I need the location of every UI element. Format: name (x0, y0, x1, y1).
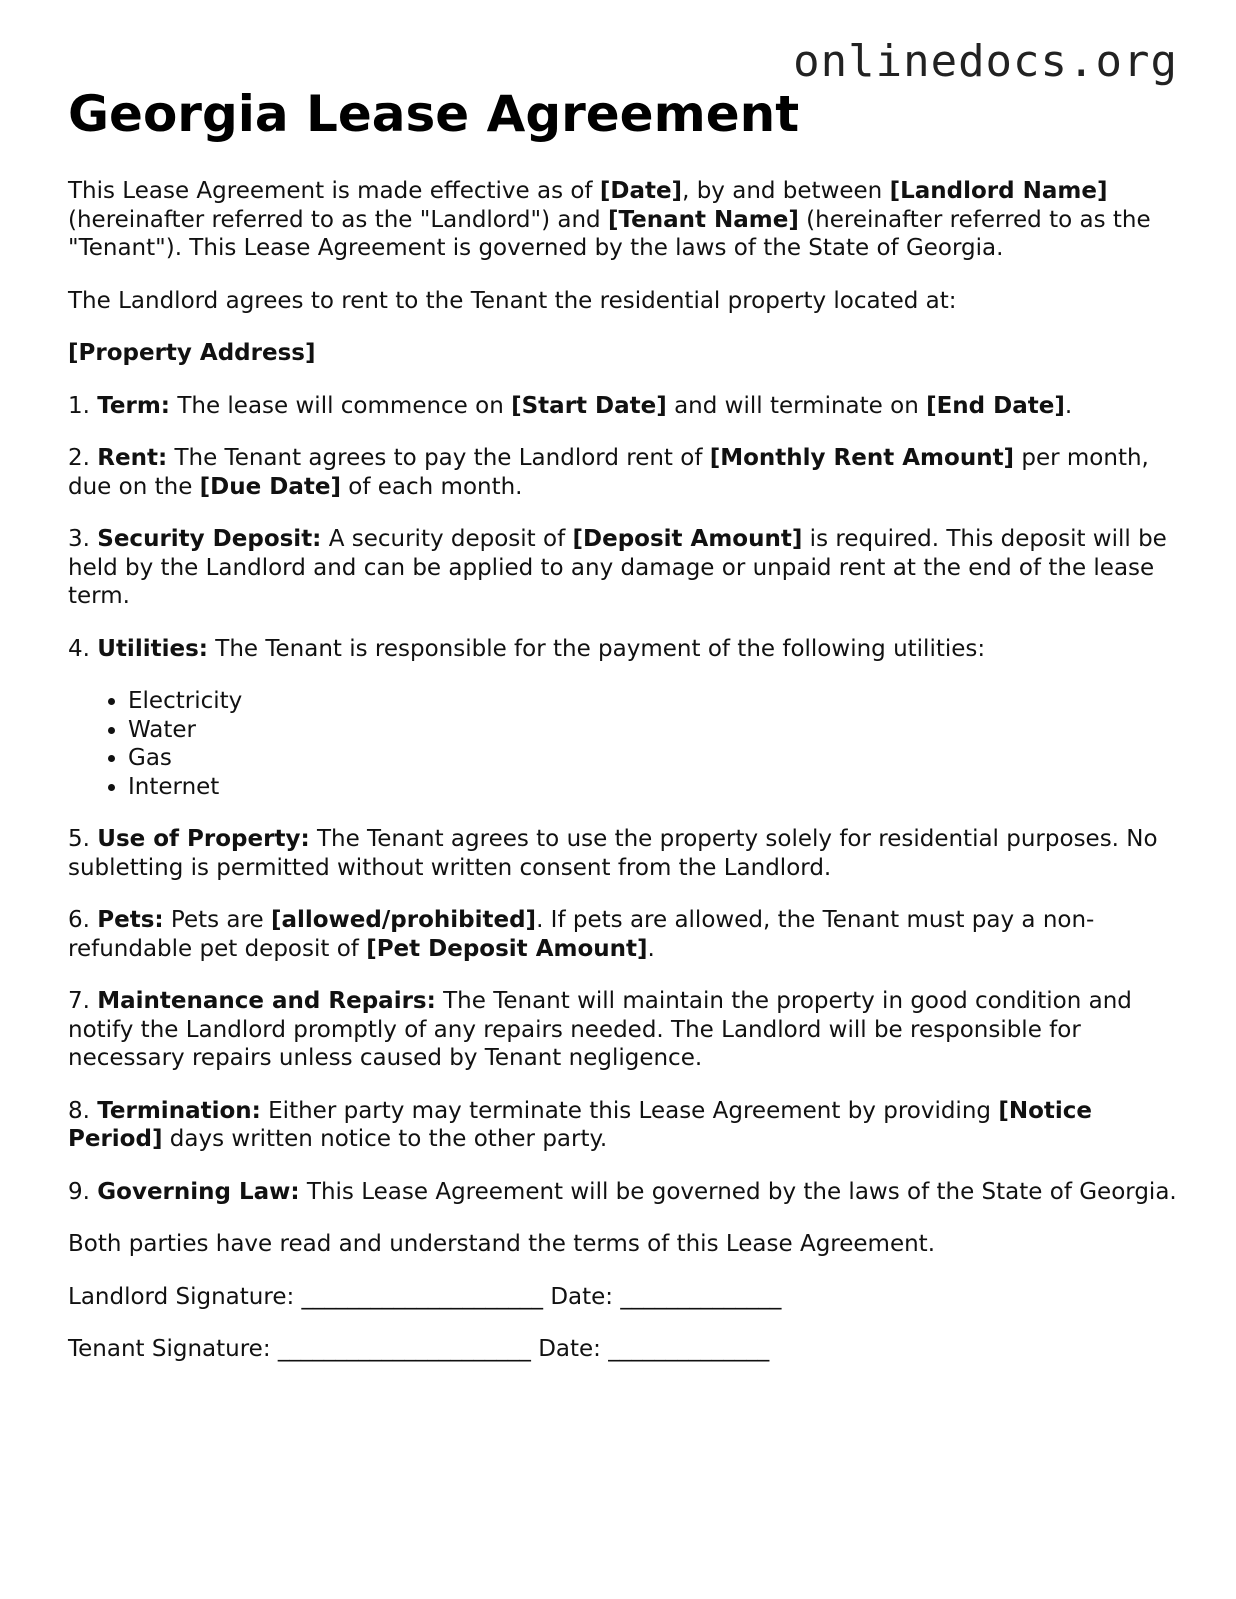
tenant-name-placeholder: [Tenant Name] (607, 206, 799, 233)
intro-paragraph: This Lease Agreement is made effective as of [Date], by and between [Landlord Name] (hereinafter referred to as the "Landlord") and [Tenant Name] (hereinafter referred to as the "Tenant"). This Lease Agreement is governed by the laws of the State of Georgia. (68, 178, 1151, 261)
section-use-of-property: 5. Use of Property: The Tenant agrees to use the property solely for residential purposes. No subletting is permitted without written consent from the Landlord. (68, 826, 1158, 881)
pet-deposit-placeholder: [Pet Deposit Amount] (366, 935, 648, 962)
start-date-placeholder: [Start Date] (511, 392, 667, 419)
section-heading: Governing Law: (97, 1178, 300, 1205)
document-title: Georgia Lease Agreement (68, 85, 800, 143)
section-governing-law: 9. Governing Law: This Lease Agreement will be governed by the laws of the State of Georgia. (68, 1178, 1177, 1205)
document-page (68, 84, 1178, 1364)
section-security-deposit: 3. Security Deposit: A security deposit of [Deposit Amount] is required. This deposit will be held by the Landlord and can be applied to any damage or unpaid rent at the end of the lease term. (68, 526, 1167, 609)
section-term: 1. Term: The lease will commence on [Start Date] and will terminate on [End Date]. (68, 392, 1073, 419)
closing-statement: Both parties have read and understand the terms of this Lease Agreement. (68, 1231, 936, 1257)
section-maintenance: 7. Maintenance and Repairs: The Tenant will maintain the property in good condition and notify the Landlord promptly of any repairs needed. The Landlord will be responsible for necessary repairs unless caused by Tenant negligence. (68, 988, 1132, 1071)
property-intro: The Landlord agrees to rent to the Tenant the residential property located at: (68, 287, 957, 314)
section-heading: Utilities: (97, 635, 208, 662)
list-item: • Electricity (128, 687, 1178, 716)
end-date-placeholder: [End Date] (926, 392, 1065, 419)
section-rent: 2. Rent: The Tenant agrees to pay the Landlord rent of [Monthly Rent Amount] per month, due on the [Due Date] of each month. (68, 445, 1149, 500)
utilities-list (68, 687, 1178, 801)
section-termination: 8. Termination: Either party may terminate this Lease Agreement by providing [Notice Period] days written notice to the other party. (68, 1097, 1093, 1152)
rent-amount-placeholder: [Monthly Rent Amount] (709, 445, 1015, 471)
list-item: • Gas (128, 744, 1178, 773)
due-date-placeholder: [Due Date] (199, 473, 341, 500)
date-placeholder: [Date] (599, 178, 683, 204)
property-address-placeholder: [Property Address] (68, 340, 316, 366)
section-heading: Rent: (97, 445, 168, 471)
section-heading: Term: (97, 392, 171, 419)
tenant-signature-line: Tenant Signature: ______________________ Date: ______________ (68, 1336, 770, 1362)
notice-period-placeholder: [Notice Period] (68, 1097, 1093, 1152)
section-heading: Maintenance and Repairs: (97, 988, 436, 1014)
deposit-amount-placeholder: [Deposit Amount] (572, 526, 803, 552)
section-heading: Use of Property: (97, 826, 310, 852)
section-pets: 6. Pets: Pets are [allowed/prohibited]. If pets are allowed, the Tenant must pay a non-refundable pet deposit of [Pet Deposit Amount]. (68, 907, 1095, 962)
section-utilities: 4. Utilities: The Tenant is responsible for the payment of the following utilities: (68, 635, 986, 662)
landlord-name-placeholder: [Landlord Name] (889, 178, 1108, 204)
list-item: • Water (128, 716, 1178, 745)
list-item: • Internet (128, 773, 1178, 802)
landlord-signature-line: Landlord Signature: _____________________ Date: ______________ (68, 1283, 782, 1310)
site-watermark: onlinedocs.org (793, 36, 1178, 87)
section-heading: Pets: (97, 907, 164, 933)
section-heading: Security Deposit: (97, 526, 322, 552)
section-heading: Termination: (97, 1097, 261, 1124)
pets-status-placeholder: [allowed/prohibited] (270, 907, 537, 933)
